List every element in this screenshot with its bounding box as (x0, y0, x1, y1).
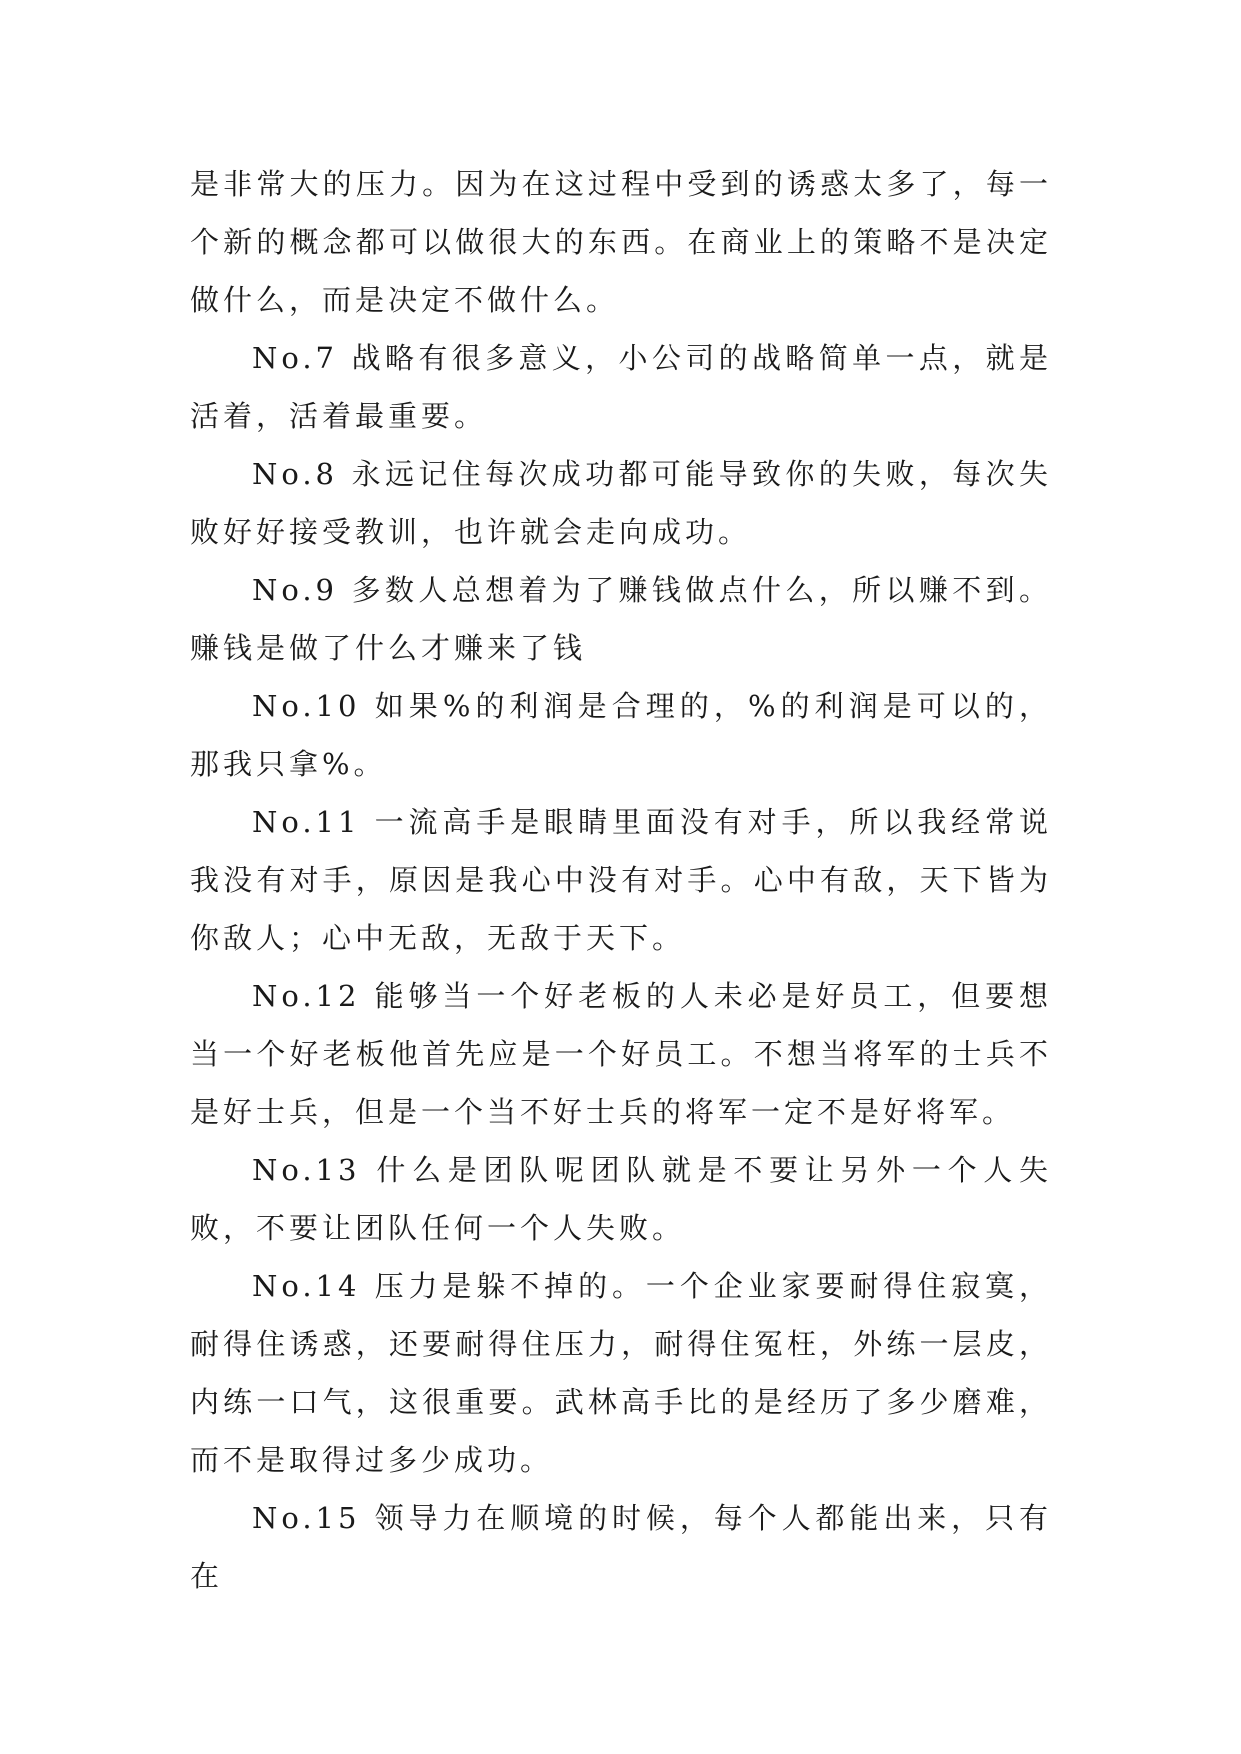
paragraph-no14: No.14 压力是躲不掉的。一个企业家要耐得住寂寞，耐得住诱惑，还要耐得住压力，耐得住冤枉，外练一层皮，内练一口气，这很重要。武林高手比的是经历了多少磨难，而不是取得过多少成功。 (190, 1269, 1052, 1477)
paragraph-no12: No.12 能够当一个好老板的人未必是好员工，但要想当一个好老板他首先应是一个好员工。不想当将军的士兵不是好士兵，但是一个当不好士兵的将军一定不是好将军。 (190, 979, 1052, 1129)
paragraph-no11: No.11 一流高手是眼睛里面没有对手，所以我经常说我没有对手，原因是我心中没有对手。心中有敌，天下皆为你敌人；心中无敌，无敌于天下。 (190, 805, 1052, 955)
paragraph-no7: No.7 战略有很多意义，小公司的战略简单一点，就是活着，活着最重要。 (190, 341, 1052, 433)
paragraph-no9: No.9 多数人总想着为了赚钱做点什么，所以赚不到。赚钱是做了什么才赚来了钱 (190, 573, 1052, 665)
document-page (190, 155, 1052, 1605)
paragraph-continuation: 是非常大的压力。因为在这过程中受到的诱惑太多了，每一个新的概念都可以做很大的东西。在商业上的策略不是决定做什么，而是决定不做什么。 (190, 167, 1052, 317)
paragraph-no8: No.8 永远记住每次成功都可能导致你的失败，每次失败好好接受教训，也许就会走向成功。 (190, 457, 1052, 549)
paragraph-no15: No.15 领导力在顺境的时候，每个人都能出来，只有在 (190, 1501, 1052, 1593)
paragraph-no10: No.10 如果%的利润是合理的，%的利润是可以的，那我只拿%。 (190, 689, 1052, 781)
paragraph-no13: No.13 什么是团队呢团队就是不要让另外一个人失败，不要让团队任何一个人失败。 (190, 1153, 1052, 1245)
